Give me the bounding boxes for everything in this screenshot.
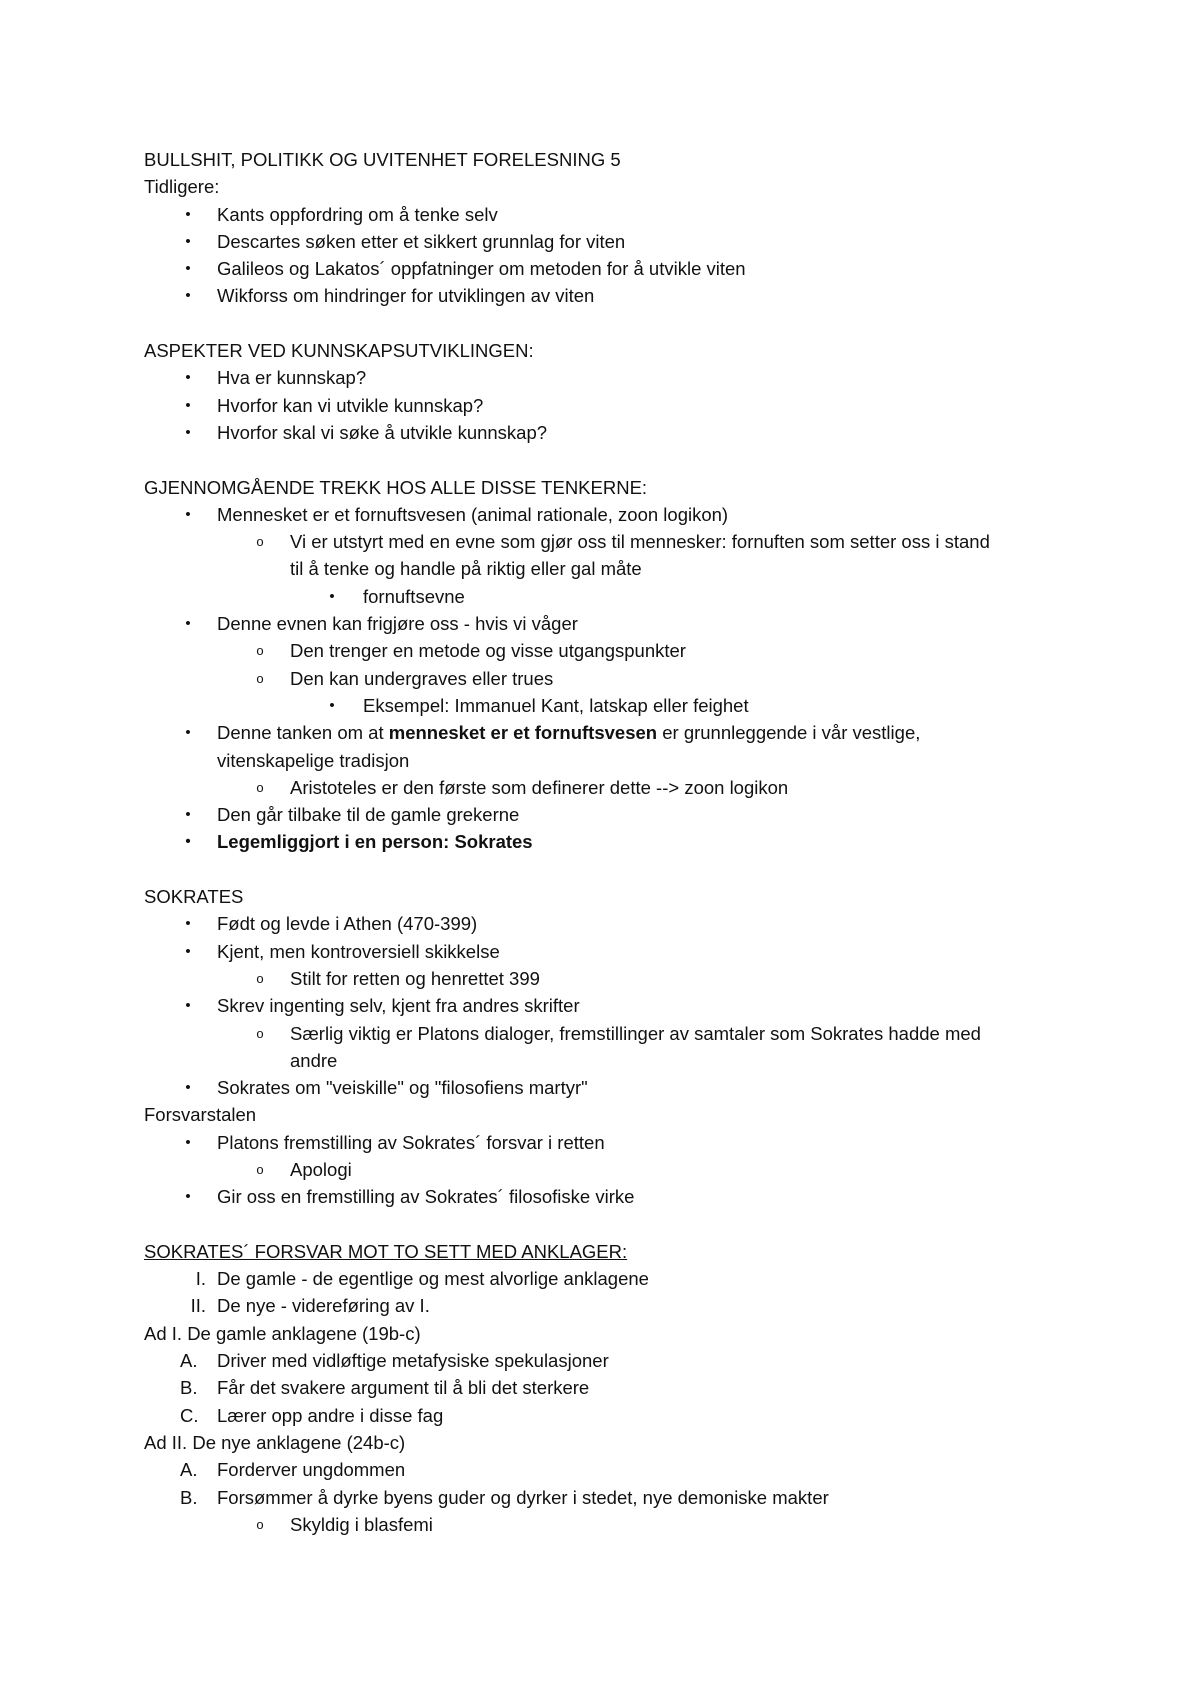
list-item: • Hva er kunnskap? (144, 364, 1084, 391)
circle-bullet-icon: o (256, 1161, 264, 1177)
list-item: o Apologi (144, 1156, 1084, 1183)
list-item: • Gir oss en fremstilling av Sokrates´ filosofiske virke (144, 1183, 1084, 1210)
list-item: • Eksempel: Immanuel Kant, latskap eller feighet (144, 692, 1084, 719)
bullet-icon: • (185, 1079, 191, 1097)
roman-numeral: II. (190, 1295, 206, 1317)
section-heading-sokrates: SOKRATES (144, 886, 244, 908)
bullet-icon: • (185, 1133, 191, 1151)
circle-bullet-icon: o (256, 779, 264, 795)
blank-line (144, 446, 1084, 473)
list-item: o Særlig viktig er Platons dialoger, fremstillinger av samtaler som Sokrates hadde med (144, 1020, 1084, 1047)
list-item: • Platons fremstilling av Sokrates´ forsvar i retten (144, 1129, 1084, 1156)
bullet-icon: • (185, 232, 191, 250)
list-item: • Galileos og Lakatos´ oppfatninger om metoden for å utvikle viten (144, 255, 1084, 282)
list-item: o Aristoteles er den første som definerer dette --> zoon logikon (144, 774, 1084, 801)
list-item: • Denne tanken om at mennesket er et fornuftsvesen er grunnleggende i vår vestlige, (144, 719, 1084, 746)
letter-marker: B. (180, 1377, 198, 1399)
roman-numeral: I. (195, 1268, 206, 1290)
list-item-continuation: vitenskapelige tradisjon (217, 749, 410, 771)
list-item: o Den trenger en metode og visse utgangspunkter (144, 637, 1084, 664)
emphasis-text: mennesket er et fornuftsvesen (388, 722, 658, 744)
bullet-icon: • (185, 1188, 191, 1206)
list-item: • Denne evnen kan frigjøre oss - hvis vi våger (144, 610, 1084, 637)
circle-bullet-icon: o (256, 670, 264, 686)
section-heading-aspekter: ASPEKTER VED KUNNSKAPSUTVIKLINGEN: (144, 340, 534, 362)
square-bullet-icon: • (329, 696, 335, 714)
sub-heading-forsvarstalen: Forsvarstalen (144, 1104, 257, 1126)
bullet-icon: • (185, 505, 191, 523)
letter-marker: C. (180, 1404, 199, 1426)
bullet-icon: • (185, 915, 191, 933)
list-item: B. Får det svakere argument til å bli det sterkere (144, 1374, 1084, 1401)
bullet-icon: • (185, 833, 191, 851)
bullet-icon: • (185, 997, 191, 1015)
circle-bullet-icon: o (256, 970, 264, 986)
list-item: • fornuftsevne (144, 583, 1084, 610)
bullet-icon: • (185, 205, 191, 223)
list-item: o Stilt for retten og henrettet 399 (144, 965, 1084, 992)
bullet-icon: • (185, 369, 191, 387)
circle-bullet-icon: o (256, 534, 264, 550)
list-item: B. Forsømmer å dyrke byens guder og dyrker i stedet, nye demoniske makter (144, 1484, 1084, 1511)
list-item: C. Lærer opp andre i disse fag (144, 1402, 1084, 1429)
list-item: o Vi er utstyrt med en evne som gjør oss til mennesker: fornuften som setter oss i stand (144, 528, 1084, 555)
section-heading-tidligere: Tidligere: (144, 176, 220, 198)
list-item: A. Driver med vidløftige metafysiske spekulasjoner (144, 1347, 1084, 1374)
list-item: • Descartes søken etter et sikkert grunnlag for viten (144, 228, 1084, 255)
blank-line (144, 1211, 1084, 1238)
bullet-icon: • (185, 423, 191, 441)
list-item: • Sokrates om "veiskille" og "filosofiens martyr" (144, 1074, 1084, 1101)
bullet-icon: • (185, 396, 191, 414)
list-item: • Wikforss om hindringer for utviklingen av viten (144, 282, 1084, 309)
list-item-continuation: andre (290, 1049, 338, 1071)
bullet-icon: • (185, 724, 191, 742)
blank-line (144, 856, 1084, 883)
letter-marker: A. (180, 1459, 198, 1481)
list-item: • Født og levde i Athen (470-399) (144, 910, 1084, 937)
bullet-icon: • (185, 615, 191, 633)
list-item: • Hvorfor kan vi utvikle kunnskap? (144, 392, 1084, 419)
document-body (144, 146, 1084, 1538)
section-heading-forsvar: SOKRATES´ FORSVAR MOT TO SETT MED ANKLAGER: (144, 1240, 628, 1262)
letter-marker: B. (180, 1486, 198, 1508)
bullet-icon: • (185, 287, 191, 305)
sub-heading-ad-ii: Ad II. De nye anklagene (24b-c) (144, 1431, 406, 1453)
list-item: I. De gamle - de egentlige og mest alvorlige anklagene (144, 1265, 1084, 1292)
sub-heading-ad-i: Ad I. De gamle anklagene (19b-c) (144, 1322, 421, 1344)
list-item: • Den går tilbake til de gamle grekerne (144, 801, 1084, 828)
list-item: • Kants oppfordring om å tenke selv (144, 201, 1084, 228)
circle-bullet-icon: o (256, 1516, 264, 1532)
circle-bullet-icon: o (256, 1025, 264, 1041)
circle-bullet-icon: o (256, 643, 264, 659)
list-item: • Mennesket er et fornuftsvesen (animal rationale, zoon logikon) (144, 501, 1084, 528)
letter-marker: A. (180, 1350, 198, 1372)
bullet-icon: • (185, 806, 191, 824)
list-item: • Legemliggjort i en person: Sokrates (144, 828, 1084, 855)
list-item: o Skyldig i blasfemi (144, 1511, 1084, 1538)
square-bullet-icon: • (329, 587, 335, 605)
blank-line (144, 310, 1084, 337)
list-item: II. De nye - videreføring av I. (144, 1292, 1084, 1319)
bullet-icon: • (185, 260, 191, 278)
list-item: o Den kan undergraves eller trues (144, 665, 1084, 692)
section-heading-gjennomgaende: GJENNOMGÅENDE TREKK HOS ALLE DISSE TENKERNE: (144, 476, 648, 498)
list-item-continuation: til å tenke og handle på riktig eller gal måte (290, 558, 642, 580)
list-item: • Skrev ingenting selv, kjent fra andres skrifter (144, 992, 1084, 1019)
list-item: • Hvorfor skal vi søke å utvikle kunnskap? (144, 419, 1084, 446)
list-item: A. Forderver ungdommen (144, 1456, 1084, 1483)
document-title: BULLSHIT, POLITIKK OG UVITENHET FORELESNING 5 (144, 149, 621, 170)
bullet-icon: • (185, 942, 191, 960)
list-item: • Kjent, men kontroversiell skikkelse (144, 938, 1084, 965)
